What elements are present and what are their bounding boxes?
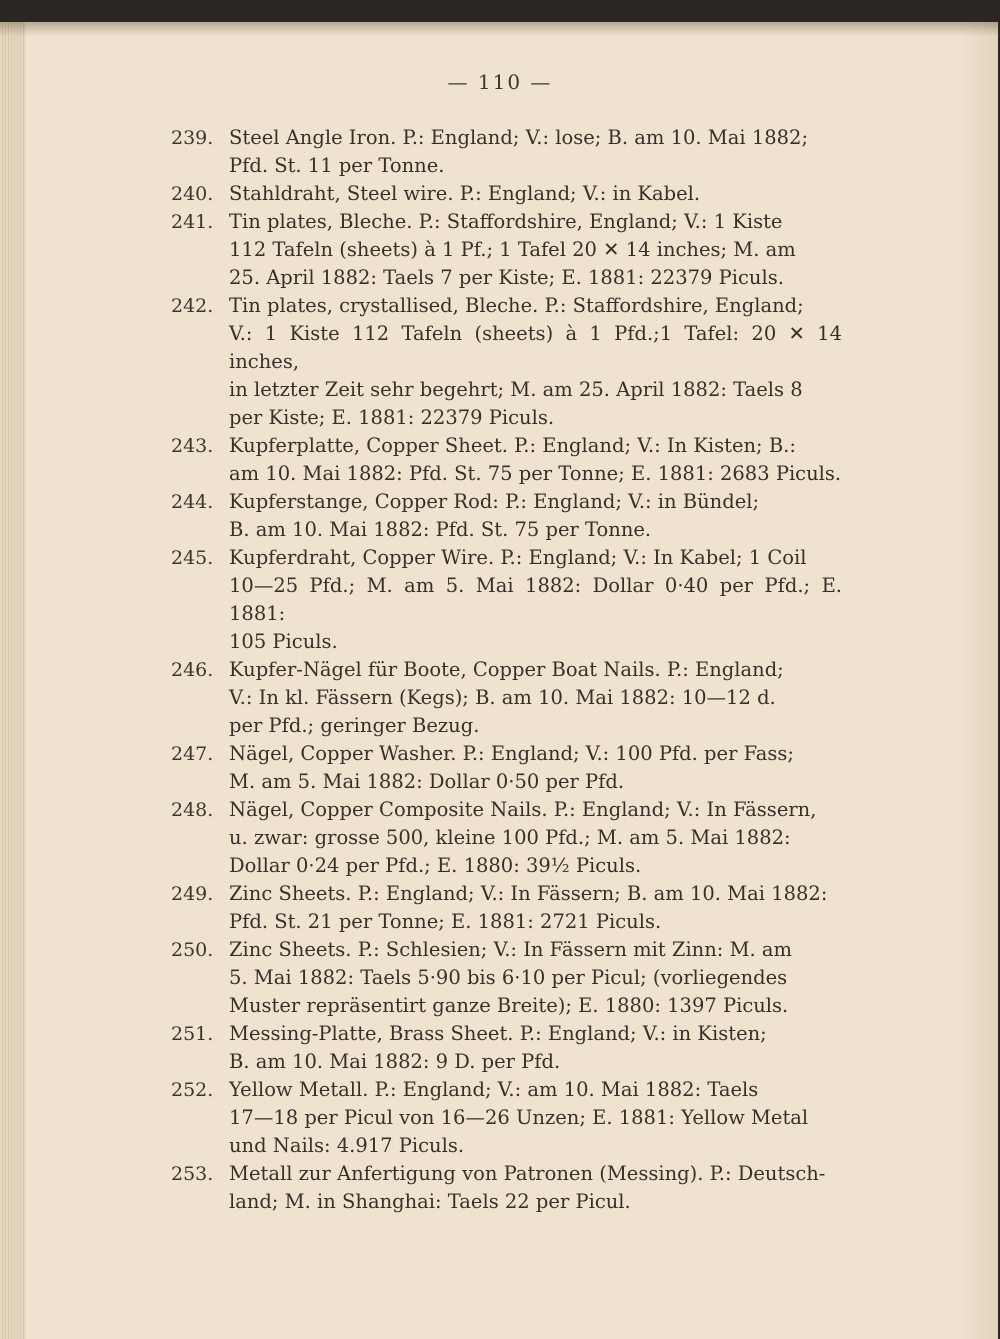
entry-number: 245. (171, 547, 214, 569)
entry-number: 246. (171, 659, 214, 681)
catalog-entry (0, 432, 1000, 488)
entry-text: Yellow Metall. P.: England; V.: am 10. Mai 1882: Taels 17—18 per Picul von 16—26 Unzen; E. 1881: Yellow Metal und Nails: 4.917 Piculs. (229, 1078, 809, 1157)
entry-text: Kupfer-Nägel für Boote, Copper Boat Nails. P.: England; V.: In kl. Fässern (Kegs); B. am 10. Mai 1882: 10—12 d. per Pfd.; geringer Bezug. (229, 658, 784, 737)
entry-number: 253. (171, 1163, 214, 1185)
entry-number: 249. (171, 883, 214, 905)
catalog-entry (0, 1160, 1000, 1216)
entry-text: Nägel, Copper Composite Nails. P.: England; V.: In Fässern, u. zwar: grosse 500, kleine 100 Pfd.; M. am 5. Mai 1882: Dollar 0·24 per Pfd.; E. 1880: 39½ Piculs. (229, 798, 817, 877)
entry-text: Kupferstange, Copper Rod: P.: England; V.: in Bündel; B. am 10. Mai 1882: Pfd. St. 75 per Tonne. (229, 490, 760, 541)
entry-text: Tin plates, Bleche. P.: Staffordshire, England; V.: 1 Kiste 112 Tafeln (sheets) à 1 Pf.; 1 Tafel 20 ✕ 14 inches; M. am 25. April 1882: Taels 7 per Kiste; E. 1881: 22379 Piculs. (229, 210, 796, 289)
entry-number: 247. (171, 743, 214, 765)
page-top-shadow (0, 22, 998, 36)
entry-number: 250. (171, 939, 214, 961)
entry-text: Metall zur Anfertigung von Patronen (Messing). P.: Deutsch- land; M. in Shanghai: Taels 22 per Picul. (229, 1162, 826, 1213)
catalog-entry (0, 936, 1000, 1020)
page-number: — 110 — (447, 70, 553, 94)
entry-number: 248. (171, 799, 214, 821)
catalog-entry (0, 208, 1000, 292)
catalog-entry (0, 740, 1000, 796)
catalog-entry (0, 124, 1000, 180)
entry-number: 239. (171, 127, 214, 149)
catalog-entry (0, 656, 1000, 740)
catalog-entry (0, 488, 1000, 544)
catalog-entry (0, 180, 1000, 208)
catalog-entry (0, 544, 1000, 656)
entry-number: 242. (171, 295, 214, 317)
entry-number: 241. (171, 211, 214, 233)
entry-list (0, 124, 1000, 1216)
entry-text: Kupferdraht, Copper Wire. P.: England; V.: In Kabel; 1 Coil 10—25 Pfd.; M. am 5. Mai 1882: Dollar 0·40 per Pfd.; E. 1881: 105 Piculs. (229, 546, 842, 653)
catalog-entry (0, 1020, 1000, 1076)
entry-text: Nägel, Copper Washer. P.: England; V.: 100 Pfd. per Fass; M. am 5. Mai 1882: Dollar 0·50 per Pfd. (229, 742, 795, 793)
entry-text: Zinc Sheets. P.: England; V.: In Fässern; B. am 10. Mai 1882: Pfd. St. 21 per Tonne; E. 1881: 2721 Piculs. (229, 882, 828, 933)
entry-text: Steel Angle Iron. P.: England; V.: lose; B. am 10. Mai 1882; Pfd. St. 11 per Tonne. (229, 126, 809, 177)
entry-text: Stahldraht, Steel wire. P.: England; V.: in Kabel. (229, 182, 701, 205)
entry-number: 251. (171, 1023, 214, 1045)
entry-text: Zinc Sheets. P.: Schlesien; V.: In Fässern mit Zinn: M. am 5. Mai 1882: Taels 5·90 bis 6·10 per Picul; (vorliegendes Muster repräsentirt ganze Breite); E. 1880: 1397 Piculs. (229, 938, 793, 1017)
entry-text: Kupferplatte, Copper Sheet. P.: England; V.: In Kisten; B.: am 10. Mai 1882: Pfd. St. 75 per Tonne; E. 1881: 2683 Piculs. (229, 434, 842, 485)
catalog-entry (0, 796, 1000, 880)
catalog-entry (0, 1076, 1000, 1160)
entry-number: 243. (171, 435, 214, 457)
catalog-entry (0, 292, 1000, 432)
entry-number: 240. (171, 183, 214, 205)
entry-text: Messing-Platte, Brass Sheet. P.: England; V.: in Kisten; B. am 10. Mai 1882: 9 D. per Pfd. (229, 1022, 767, 1073)
entry-number: 244. (171, 491, 214, 513)
catalog-entry (0, 880, 1000, 936)
entry-text: Tin plates, crystallised, Bleche. P.: Staffordshire, England; V.: 1 Kiste 112 Tafeln (sheets) à 1 Pfd.;1 Tafel: 20 ✕ 14 inches, in letzter Zeit sehr begehrt; M. am 25. April 1882: Taels 8 per Kiste; E. 1881: 22379 Piculs. (229, 294, 842, 429)
entry-number: 252. (171, 1079, 214, 1101)
